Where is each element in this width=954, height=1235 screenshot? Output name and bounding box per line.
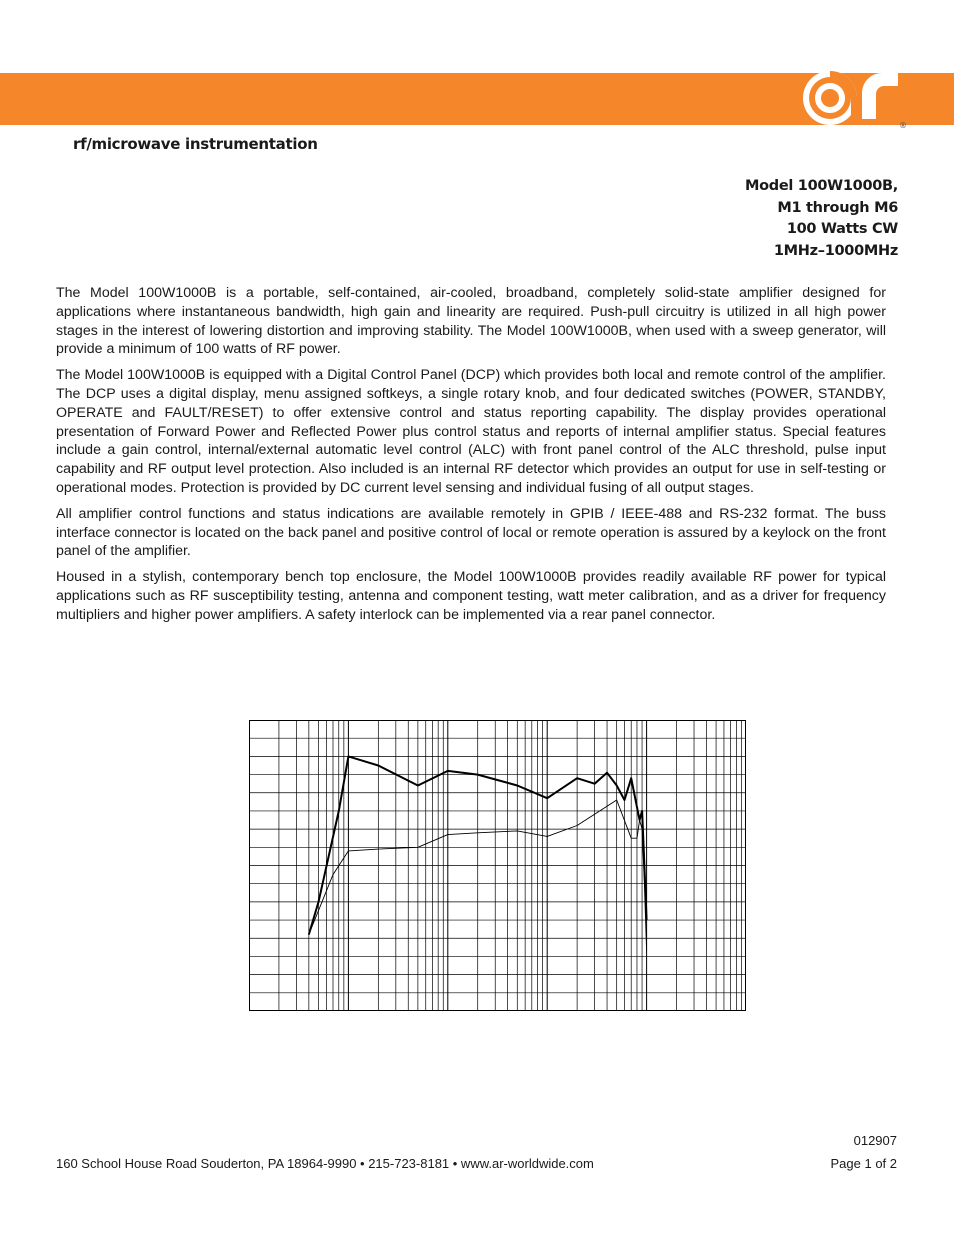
model-line-1: Model 100W1000B, [744,178,898,194]
tagline: rf/microwave instrumentation [73,135,318,153]
chart-grid-horizontal [249,738,746,993]
model-title-block [745,176,898,262]
ar-logo [786,66,910,132]
page-number: Page 1 of 2 [830,1156,897,1171]
model-line-4: 1MHz–1000MHz [773,242,898,259]
model-line-3: 100 Watts CW [786,221,898,237]
registered-mark: ® [899,121,907,130]
paragraph: The Model 100W1000B is equipped with a Digital Control Panel (DCP) which provides both local and remote control of the amplifier. The DCP uses a digital display, menu assigned softkeys, a single rotary knob, and four dedicated switches (POWER, STANDBY, OPERATE and FAULT/RESET) to offer extensive control and status reporting capability. The display provides operational presentation of Forward Power and Reflected Power plus control status and reports of internal amplifier status. Special features include a gain control, internal/external automatic level control (ALC) with front panel control of the ALC threshold, pulse input capability and RF output level protection. Also included is an internal RF detector which provides an output for use in self-testing or operational modes. Protection is provided by DC current level sensing and individual fusing of all output stages. [56,367,886,496]
paragraph: The Model 100W1000B is a portable, self-contained, air-cooled, broadband, completely solid-state amplifier designed for applications where instantaneous bandwidth, high gain and linearity are required. Push-pull circuitry is utilized in all high power stages in the interest of lowering distortion and improving stability. The Model 100W1000B, when used with a sweep generator, will provide a minimum of 100 watts of RF power. [56,285,886,358]
description [56,284,886,632]
company-address: 160 School House Road Souderton, PA 18964-9990 • 215-723-8181 • www.ar-worldwide.com [56,1156,594,1171]
model-line-2: M1 through M6 [777,199,898,216]
power-chart [249,720,746,1011]
document-number: 012907 [853,1133,897,1148]
paragraph: All amplifier control functions and status indications are available remotely in GPIB / IEEE-488 and RS-232 format. The buss interface connector is located on the back panel and positive control of local or remote operation is assured by a keylock on the front panel of the amplifier. [56,505,886,560]
paragraph: Housed in a stylish, contemporary bench top enclosure, the Model 100W1000B provides readily available RF power for typical applications such as RF susceptibility testing, antenna and component testing, watt meter calibration, and as a driver for frequency multipliers and higher power amplifiers. A safety interlock can be implemented via a rear panel connector. [56,569,886,623]
